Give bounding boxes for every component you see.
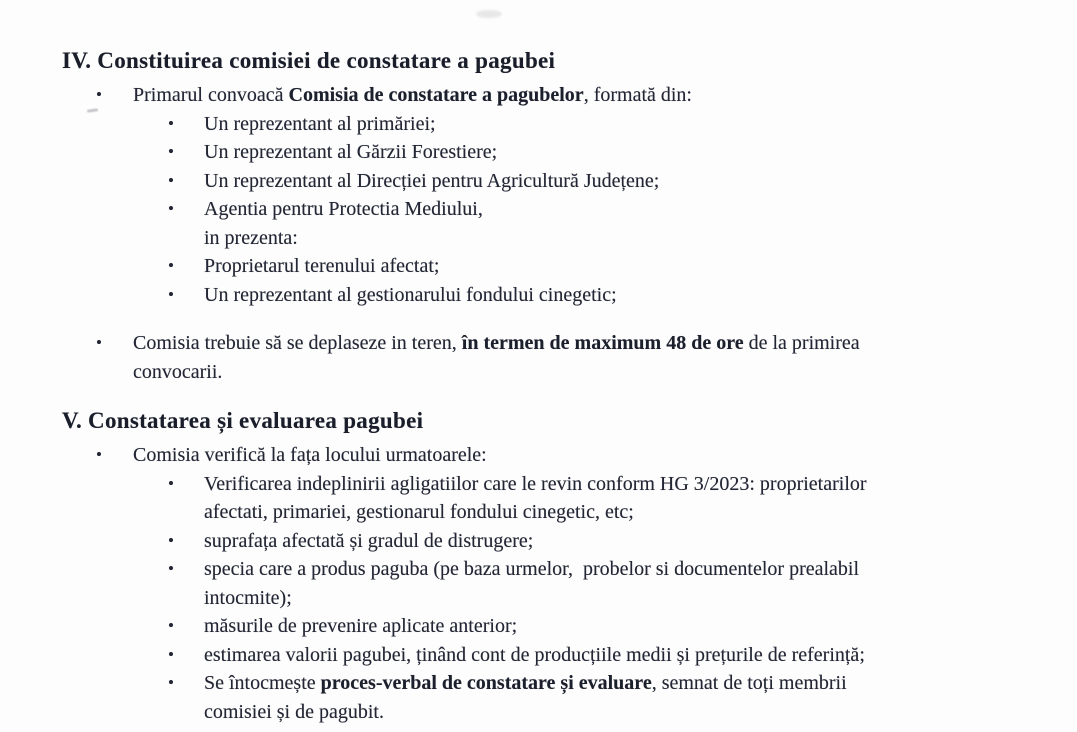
text-line (204, 224, 1017, 253)
list-item-text (204, 612, 1017, 641)
list-item (62, 110, 1017, 139)
text-line (204, 195, 1017, 224)
scan-smudge-artifact (476, 10, 502, 18)
list-item-text (204, 555, 1017, 612)
text-segment: suprafața afectată și gradul de distrugere; (204, 529, 534, 552)
text-line (133, 441, 1017, 470)
list-item-text (204, 110, 1017, 139)
bullet-icon: • (168, 113, 174, 133)
bullet-icon: • (168, 530, 174, 550)
list-item-text (204, 641, 1017, 670)
list-item-text (133, 441, 1017, 470)
text-line (204, 612, 1017, 641)
section-heading-IV: IV. Constituirea comisiei de constatare a pagubei (62, 48, 556, 73)
list-item (62, 641, 1017, 670)
text-line (204, 281, 1017, 310)
text-segment: Verificarea indeplinirii agligatiilor care le revin conform HG 3/2023: proprietarilor (204, 472, 867, 495)
text-segment: Comisia verifică la fața locului urmatoarele: (133, 444, 487, 466)
bold-text-segment: proces-verbal de constatare și evaluare (320, 672, 652, 694)
text-line (204, 470, 1017, 499)
list-item (62, 441, 1017, 470)
list-item (62, 555, 1017, 612)
text-line (204, 252, 1017, 281)
list-item (62, 252, 1017, 281)
list-item (62, 81, 1017, 110)
text-segment: Un reprezentant al primăriei; (204, 112, 436, 135)
list-item (62, 669, 1017, 726)
bullet-icon: • (96, 85, 102, 104)
text-line (204, 698, 1017, 727)
text-line (204, 498, 1017, 527)
text-segment: Agentia pentru Protectia Mediului, (204, 198, 483, 220)
text-line (204, 110, 1017, 139)
list-item-text (204, 138, 1017, 167)
list-item-text (204, 470, 1017, 527)
list-item (62, 138, 1017, 167)
text-segment: Un reprezentant al Gărzii Forestiere; (204, 141, 498, 163)
list-item (62, 527, 1017, 556)
text-segment: comisiei și de pagubit. (204, 700, 384, 723)
text-line (204, 641, 1017, 670)
list-item (62, 470, 1017, 527)
list-item-text (133, 81, 1017, 110)
bullet-icon: • (168, 142, 174, 161)
list-item-text (204, 669, 1017, 726)
list-item (62, 329, 1017, 386)
list-item-text (133, 329, 1017, 386)
text-line (133, 81, 1017, 110)
text-segment: Se întocmește (204, 672, 321, 694)
list-item-text (204, 281, 1017, 310)
text-line (204, 138, 1017, 167)
text-segment: intocmite); (204, 586, 292, 609)
list-item (62, 195, 1017, 252)
list-item (62, 167, 1017, 196)
bullet-icon: • (168, 170, 174, 190)
bullet-icon: • (168, 559, 174, 578)
text-segment: măsurile de prevenire aplicate anterior; (204, 615, 518, 637)
text-segment: Proprietarul terenului afectat; (204, 255, 440, 277)
text-segment: Un reprezentant al gestionarului fondului cinegetic; (204, 283, 617, 306)
text-segment: estimarea valorii pagubei, ținând cont de producțiile medii și prețurile de referință; (204, 643, 865, 666)
bullet-icon: • (168, 473, 174, 493)
list-item-text (204, 527, 1017, 556)
list-item-text (204, 252, 1017, 281)
section-heading-V: V. Constatarea și evaluarea pagubei (62, 408, 424, 433)
bullet-icon: • (96, 333, 102, 352)
bullet-icon: • (168, 256, 174, 275)
bullet-icon: • (168, 616, 174, 635)
text-line (204, 584, 1017, 613)
text-segment: specia care a produs paguba (pe baza urmelor, probelor si documentelor prealabil (204, 558, 860, 580)
text-line (204, 669, 1017, 698)
text-segment: Primarul convoacă (133, 84, 289, 106)
text-line (204, 527, 1017, 556)
document-body (62, 46, 1017, 726)
text-segment: convocarii. (133, 360, 223, 383)
bullet-icon: • (168, 284, 174, 304)
bold-text-segment: Comisia de constatare a pagubelor (288, 84, 584, 106)
text-segment: , formată din: (583, 84, 692, 106)
text-segment: afectati, primariei, gestionarul fondului cinegetic, etc; (204, 501, 634, 523)
list-item (62, 612, 1017, 641)
bold-text-segment: în termen de maximum 48 de ore (461, 332, 744, 354)
text-segment: in prezenta: (204, 226, 298, 249)
bullet-icon: • (96, 445, 102, 464)
text-line (133, 358, 1017, 387)
text-segment: Comisia trebuie să se deplaseze in teren, (133, 332, 462, 354)
list-item-text (204, 195, 1017, 252)
section-list-V (62, 441, 1017, 726)
bullet-icon: • (168, 199, 174, 218)
bullet-icon: • (168, 644, 174, 664)
list-item (62, 281, 1017, 310)
section-list-IV (62, 81, 1017, 386)
text-segment: de la primirea (743, 332, 860, 354)
text-line (204, 167, 1017, 196)
text-segment: Un reprezentant al Direcției pentru Agricultură Județene; (204, 169, 660, 192)
text-segment: , semnat de toți membrii (651, 672, 847, 694)
list-item-text (204, 167, 1017, 196)
text-line (204, 555, 1017, 584)
bullet-icon: • (168, 673, 174, 692)
text-line (133, 329, 1017, 358)
